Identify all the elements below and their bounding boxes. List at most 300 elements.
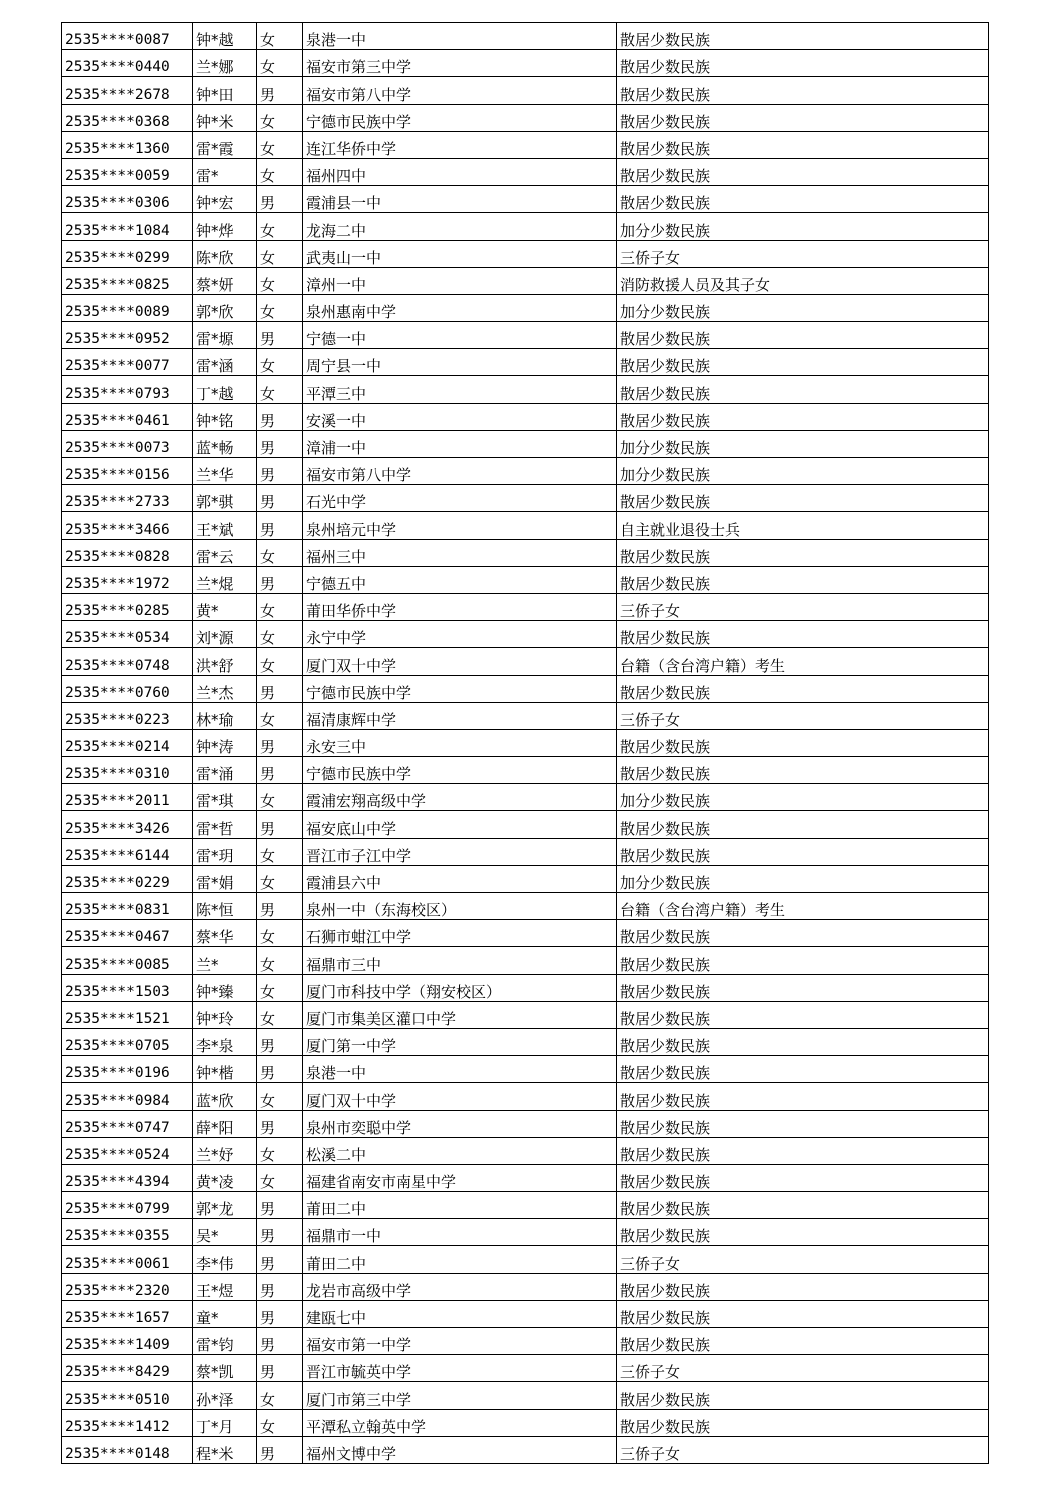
candidate-id-cell: 2535****0148 bbox=[62, 1436, 193, 1463]
school-cell: 厦门市科技中学（翔安校区） bbox=[303, 974, 617, 1001]
gender-cell: 男 bbox=[257, 1110, 303, 1137]
table-row bbox=[62, 104, 989, 131]
school-cell: 霞浦县六中 bbox=[303, 865, 617, 892]
table-row bbox=[62, 1409, 989, 1436]
candidate-id-cell: 2535****1503 bbox=[62, 974, 193, 1001]
name-cell: 兰*妤 bbox=[193, 1137, 257, 1164]
gender-cell: 男 bbox=[257, 1219, 303, 1246]
category-cell: 散居少数民族 bbox=[617, 131, 989, 158]
school-cell: 厦门双十中学 bbox=[303, 1083, 617, 1110]
name-cell: 钟*楷 bbox=[193, 1056, 257, 1083]
candidate-id-cell: 2535****2733 bbox=[62, 485, 193, 512]
candidate-id-cell: 2535****0355 bbox=[62, 1219, 193, 1246]
gender-cell: 男 bbox=[257, 430, 303, 457]
table-row bbox=[62, 702, 989, 729]
candidate-id-cell: 2535****0747 bbox=[62, 1110, 193, 1137]
name-cell: 钟*宏 bbox=[193, 186, 257, 213]
category-cell: 散居少数民族 bbox=[617, 1409, 989, 1436]
table-row bbox=[62, 648, 989, 675]
gender-cell: 男 bbox=[257, 403, 303, 430]
table-row bbox=[62, 349, 989, 376]
table-row bbox=[62, 1246, 989, 1273]
category-cell: 散居少数民族 bbox=[617, 1300, 989, 1327]
table-row bbox=[62, 1001, 989, 1028]
table-row bbox=[62, 322, 989, 349]
school-cell: 松溪二中 bbox=[303, 1137, 617, 1164]
name-cell: 雷*玥 bbox=[193, 838, 257, 865]
table-row bbox=[62, 376, 989, 403]
category-cell: 散居少数民族 bbox=[617, 757, 989, 784]
table-row bbox=[62, 1083, 989, 1110]
table-row bbox=[62, 1355, 989, 1382]
school-cell: 泉州市奕聪中学 bbox=[303, 1110, 617, 1137]
school-cell: 福建省南安市南星中学 bbox=[303, 1164, 617, 1191]
name-cell: 钟*臻 bbox=[193, 974, 257, 1001]
gender-cell: 女 bbox=[257, 23, 303, 50]
gender-cell: 女 bbox=[257, 702, 303, 729]
gender-cell: 女 bbox=[257, 349, 303, 376]
gender-cell: 男 bbox=[257, 1192, 303, 1219]
table-row bbox=[62, 539, 989, 566]
name-cell: 雷*云 bbox=[193, 539, 257, 566]
category-cell: 散居少数民族 bbox=[617, 1110, 989, 1137]
name-cell: 吴* bbox=[193, 1219, 257, 1246]
category-cell: 散居少数民族 bbox=[617, 104, 989, 131]
name-cell: 兰*焜 bbox=[193, 566, 257, 593]
table-row bbox=[62, 131, 989, 158]
gender-cell: 女 bbox=[257, 593, 303, 620]
school-cell: 漳浦一中 bbox=[303, 430, 617, 457]
gender-cell: 男 bbox=[257, 729, 303, 756]
category-cell: 三侨子女 bbox=[617, 1436, 989, 1463]
candidate-id-cell: 2535****6144 bbox=[62, 838, 193, 865]
candidate-id-cell: 2535****8429 bbox=[62, 1355, 193, 1382]
category-cell: 散居少数民族 bbox=[617, 50, 989, 77]
category-cell: 散居少数民族 bbox=[617, 1083, 989, 1110]
gender-cell: 男 bbox=[257, 1300, 303, 1327]
gender-cell: 女 bbox=[257, 1083, 303, 1110]
category-cell: 散居少数民族 bbox=[617, 158, 989, 185]
category-cell: 散居少数民族 bbox=[617, 349, 989, 376]
school-cell: 泉州惠南中学 bbox=[303, 294, 617, 321]
table-row bbox=[62, 757, 989, 784]
table-row bbox=[62, 430, 989, 457]
school-cell: 福州四中 bbox=[303, 158, 617, 185]
gender-cell: 男 bbox=[257, 322, 303, 349]
school-cell: 宁德市民族中学 bbox=[303, 675, 617, 702]
gender-cell: 男 bbox=[257, 485, 303, 512]
candidate-id-cell: 2535****0299 bbox=[62, 240, 193, 267]
table-row bbox=[62, 811, 989, 838]
candidate-id-cell: 2535****0223 bbox=[62, 702, 193, 729]
school-cell: 石光中学 bbox=[303, 485, 617, 512]
gender-cell: 女 bbox=[257, 865, 303, 892]
candidate-id-cell: 2535****0085 bbox=[62, 947, 193, 974]
category-cell: 散居少数民族 bbox=[617, 1273, 989, 1300]
category-cell: 消防救援人员及其子女 bbox=[617, 267, 989, 294]
table-row bbox=[62, 566, 989, 593]
gender-cell: 女 bbox=[257, 1137, 303, 1164]
candidate-id-cell: 2535****0059 bbox=[62, 158, 193, 185]
category-cell: 散居少数民族 bbox=[617, 23, 989, 50]
gender-cell: 男 bbox=[257, 1436, 303, 1463]
table-row bbox=[62, 1219, 989, 1246]
name-cell: 丁*月 bbox=[193, 1409, 257, 1436]
candidate-id-cell: 2535****0748 bbox=[62, 648, 193, 675]
roster-table bbox=[61, 22, 989, 1464]
gender-cell: 女 bbox=[257, 376, 303, 403]
school-cell: 永安三中 bbox=[303, 729, 617, 756]
school-cell: 晋江市毓英中学 bbox=[303, 1355, 617, 1382]
category-cell: 散居少数民族 bbox=[617, 1164, 989, 1191]
table-row bbox=[62, 675, 989, 702]
school-cell: 福清康辉中学 bbox=[303, 702, 617, 729]
school-cell: 福安市第八中学 bbox=[303, 458, 617, 485]
name-cell: 黄* bbox=[193, 593, 257, 620]
candidate-id-cell: 2535****2011 bbox=[62, 784, 193, 811]
table-row bbox=[62, 1192, 989, 1219]
name-cell: 钟*铭 bbox=[193, 403, 257, 430]
school-cell: 福鼎市三中 bbox=[303, 947, 617, 974]
name-cell: 王*斌 bbox=[193, 512, 257, 539]
school-cell: 宁德市民族中学 bbox=[303, 757, 617, 784]
candidate-id-cell: 2535****0828 bbox=[62, 539, 193, 566]
candidate-id-cell: 2535****1360 bbox=[62, 131, 193, 158]
name-cell: 刘*源 bbox=[193, 621, 257, 648]
gender-cell: 女 bbox=[257, 1164, 303, 1191]
gender-cell: 男 bbox=[257, 1355, 303, 1382]
gender-cell: 女 bbox=[257, 50, 303, 77]
gender-cell: 女 bbox=[257, 294, 303, 321]
gender-cell: 女 bbox=[257, 920, 303, 947]
category-cell: 加分少数民族 bbox=[617, 458, 989, 485]
gender-cell: 女 bbox=[257, 131, 303, 158]
candidate-id-cell: 2535****0306 bbox=[62, 186, 193, 213]
school-cell: 霞浦宏翔高级中学 bbox=[303, 784, 617, 811]
name-cell: 孙*泽 bbox=[193, 1382, 257, 1409]
table-row bbox=[62, 729, 989, 756]
name-cell: 雷*霞 bbox=[193, 131, 257, 158]
category-cell: 三侨子女 bbox=[617, 240, 989, 267]
candidate-id-cell: 2535****0156 bbox=[62, 458, 193, 485]
category-cell: 散居少数民族 bbox=[617, 838, 989, 865]
table-row bbox=[62, 1328, 989, 1355]
table-row bbox=[62, 213, 989, 240]
candidate-id-cell: 2535****0061 bbox=[62, 1246, 193, 1273]
name-cell: 郭*骐 bbox=[193, 485, 257, 512]
school-cell: 厦门市集美区灌口中学 bbox=[303, 1001, 617, 1028]
name-cell: 钟*米 bbox=[193, 104, 257, 131]
candidate-id-cell: 2535****0461 bbox=[62, 403, 193, 430]
gender-cell: 女 bbox=[257, 240, 303, 267]
table-row bbox=[62, 267, 989, 294]
table-row bbox=[62, 186, 989, 213]
school-cell: 周宁县一中 bbox=[303, 349, 617, 376]
gender-cell: 男 bbox=[257, 893, 303, 920]
category-cell: 加分少数民族 bbox=[617, 784, 989, 811]
category-cell: 三侨子女 bbox=[617, 1246, 989, 1273]
candidate-id-cell: 2535****0799 bbox=[62, 1192, 193, 1219]
name-cell: 蔡*华 bbox=[193, 920, 257, 947]
candidate-id-cell: 2535****2320 bbox=[62, 1273, 193, 1300]
category-cell: 加分少数民族 bbox=[617, 430, 989, 457]
category-cell: 散居少数民族 bbox=[617, 322, 989, 349]
category-cell: 三侨子女 bbox=[617, 702, 989, 729]
gender-cell: 女 bbox=[257, 621, 303, 648]
candidate-id-cell: 2535****2678 bbox=[62, 77, 193, 104]
name-cell: 蔡*妍 bbox=[193, 267, 257, 294]
school-cell: 莆田华侨中学 bbox=[303, 593, 617, 620]
gender-cell: 男 bbox=[257, 566, 303, 593]
category-cell: 自主就业退役士兵 bbox=[617, 512, 989, 539]
table-row bbox=[62, 158, 989, 185]
gender-cell: 女 bbox=[257, 648, 303, 675]
gender-cell: 女 bbox=[257, 947, 303, 974]
candidate-id-cell: 2535****1657 bbox=[62, 1300, 193, 1327]
name-cell: 薛*阳 bbox=[193, 1110, 257, 1137]
candidate-id-cell: 2535****0087 bbox=[62, 23, 193, 50]
table-row bbox=[62, 23, 989, 50]
gender-cell: 男 bbox=[257, 1273, 303, 1300]
table-row bbox=[62, 1273, 989, 1300]
table-row bbox=[62, 784, 989, 811]
school-cell: 平潭三中 bbox=[303, 376, 617, 403]
name-cell: 雷*涵 bbox=[193, 349, 257, 376]
category-cell: 散居少数民族 bbox=[617, 485, 989, 512]
category-cell: 加分少数民族 bbox=[617, 213, 989, 240]
candidate-id-cell: 2535****0214 bbox=[62, 729, 193, 756]
gender-cell: 女 bbox=[257, 838, 303, 865]
candidate-id-cell: 2535****3426 bbox=[62, 811, 193, 838]
gender-cell: 男 bbox=[257, 811, 303, 838]
candidate-id-cell: 2535****1412 bbox=[62, 1409, 193, 1436]
candidate-id-cell: 2535****0089 bbox=[62, 294, 193, 321]
school-cell: 宁德五中 bbox=[303, 566, 617, 593]
school-cell: 平潭私立翰英中学 bbox=[303, 1409, 617, 1436]
gender-cell: 女 bbox=[257, 974, 303, 1001]
table-row bbox=[62, 1300, 989, 1327]
category-cell: 散居少数民族 bbox=[617, 376, 989, 403]
candidate-id-cell: 2535****1972 bbox=[62, 566, 193, 593]
candidate-id-cell: 2535****0831 bbox=[62, 893, 193, 920]
table-row bbox=[62, 485, 989, 512]
name-cell: 雷*琪 bbox=[193, 784, 257, 811]
school-cell: 厦门第一中学 bbox=[303, 1028, 617, 1055]
name-cell: 雷* bbox=[193, 158, 257, 185]
candidate-id-cell: 2535****0467 bbox=[62, 920, 193, 947]
gender-cell: 女 bbox=[257, 539, 303, 566]
table-row bbox=[62, 1382, 989, 1409]
table-row bbox=[62, 865, 989, 892]
table-row bbox=[62, 512, 989, 539]
category-cell: 散居少数民族 bbox=[617, 1137, 989, 1164]
table-row bbox=[62, 947, 989, 974]
name-cell: 钟*田 bbox=[193, 77, 257, 104]
gender-cell: 男 bbox=[257, 757, 303, 784]
candidate-id-cell: 2535****4394 bbox=[62, 1164, 193, 1191]
table-row bbox=[62, 838, 989, 865]
name-cell: 雷*塬 bbox=[193, 322, 257, 349]
school-cell: 福安市第一中学 bbox=[303, 1328, 617, 1355]
gender-cell: 男 bbox=[257, 186, 303, 213]
table-row bbox=[62, 1028, 989, 1055]
category-cell: 散居少数民族 bbox=[617, 675, 989, 702]
gender-cell: 男 bbox=[257, 1028, 303, 1055]
school-cell: 厦门双十中学 bbox=[303, 648, 617, 675]
gender-cell: 男 bbox=[257, 458, 303, 485]
school-cell: 莆田二中 bbox=[303, 1192, 617, 1219]
gender-cell: 女 bbox=[257, 104, 303, 131]
school-cell: 龙岩市高级中学 bbox=[303, 1273, 617, 1300]
candidate-id-cell: 2535****1084 bbox=[62, 213, 193, 240]
category-cell: 散居少数民族 bbox=[617, 539, 989, 566]
category-cell: 台籍（含台湾户籍）考生 bbox=[617, 648, 989, 675]
candidate-id-cell: 2535****0705 bbox=[62, 1028, 193, 1055]
category-cell: 加分少数民族 bbox=[617, 865, 989, 892]
category-cell: 台籍（含台湾户籍）考生 bbox=[617, 893, 989, 920]
name-cell: 兰* bbox=[193, 947, 257, 974]
name-cell: 雷*娟 bbox=[193, 865, 257, 892]
gender-cell: 女 bbox=[257, 784, 303, 811]
name-cell: 蓝*畅 bbox=[193, 430, 257, 457]
table-row bbox=[62, 77, 989, 104]
table-row bbox=[62, 1436, 989, 1463]
candidate-id-cell: 2535****1521 bbox=[62, 1001, 193, 1028]
gender-cell: 男 bbox=[257, 1056, 303, 1083]
table-row bbox=[62, 240, 989, 267]
name-cell: 王*煜 bbox=[193, 1273, 257, 1300]
school-cell: 宁德一中 bbox=[303, 322, 617, 349]
name-cell: 蔡*凯 bbox=[193, 1355, 257, 1382]
name-cell: 钟*涛 bbox=[193, 729, 257, 756]
candidate-id-cell: 2535****0285 bbox=[62, 593, 193, 620]
name-cell: 陈*欣 bbox=[193, 240, 257, 267]
gender-cell: 女 bbox=[257, 1382, 303, 1409]
candidate-id-cell: 2535****0229 bbox=[62, 865, 193, 892]
name-cell: 蓝*欣 bbox=[193, 1083, 257, 1110]
school-cell: 莆田二中 bbox=[303, 1246, 617, 1273]
table-row bbox=[62, 294, 989, 321]
category-cell: 散居少数民族 bbox=[617, 186, 989, 213]
category-cell: 散居少数民族 bbox=[617, 1001, 989, 1028]
candidate-id-cell: 2535****0440 bbox=[62, 50, 193, 77]
category-cell: 散居少数民族 bbox=[617, 947, 989, 974]
school-cell: 龙海二中 bbox=[303, 213, 617, 240]
category-cell: 散居少数民族 bbox=[617, 811, 989, 838]
candidate-id-cell: 2535****0073 bbox=[62, 430, 193, 457]
name-cell: 兰*杰 bbox=[193, 675, 257, 702]
candidate-id-cell: 2535****0524 bbox=[62, 1137, 193, 1164]
school-cell: 泉港一中 bbox=[303, 1056, 617, 1083]
gender-cell: 男 bbox=[257, 675, 303, 702]
candidate-id-cell: 2535****0310 bbox=[62, 757, 193, 784]
gender-cell: 男 bbox=[257, 1246, 303, 1273]
school-cell: 霞浦县一中 bbox=[303, 186, 617, 213]
category-cell: 散居少数民族 bbox=[617, 1328, 989, 1355]
category-cell: 散居少数民族 bbox=[617, 974, 989, 1001]
category-cell: 散居少数民族 bbox=[617, 403, 989, 430]
school-cell: 福安市第八中学 bbox=[303, 77, 617, 104]
table-row bbox=[62, 593, 989, 620]
candidate-id-cell: 2535****3466 bbox=[62, 512, 193, 539]
name-cell: 李*伟 bbox=[193, 1246, 257, 1273]
category-cell: 散居少数民族 bbox=[617, 1219, 989, 1246]
name-cell: 雷*哲 bbox=[193, 811, 257, 838]
school-cell: 厦门市第三中学 bbox=[303, 1382, 617, 1409]
candidate-id-cell: 2535****0510 bbox=[62, 1382, 193, 1409]
name-cell: 郭*龙 bbox=[193, 1192, 257, 1219]
name-cell: 钟*越 bbox=[193, 23, 257, 50]
school-cell: 福鼎市一中 bbox=[303, 1219, 617, 1246]
name-cell: 钟*玲 bbox=[193, 1001, 257, 1028]
category-cell: 散居少数民族 bbox=[617, 621, 989, 648]
gender-cell: 女 bbox=[257, 158, 303, 185]
category-cell: 散居少数民族 bbox=[617, 1028, 989, 1055]
name-cell: 童* bbox=[193, 1300, 257, 1327]
category-cell: 散居少数民族 bbox=[617, 566, 989, 593]
school-cell: 福安底山中学 bbox=[303, 811, 617, 838]
candidate-id-cell: 2535****0534 bbox=[62, 621, 193, 648]
school-cell: 建瓯七中 bbox=[303, 1300, 617, 1327]
school-cell: 泉州培元中学 bbox=[303, 512, 617, 539]
table-row bbox=[62, 893, 989, 920]
name-cell: 李*泉 bbox=[193, 1028, 257, 1055]
gender-cell: 男 bbox=[257, 512, 303, 539]
table-row bbox=[62, 621, 989, 648]
table-row bbox=[62, 458, 989, 485]
name-cell: 陈*恒 bbox=[193, 893, 257, 920]
school-cell: 福安市第三中学 bbox=[303, 50, 617, 77]
category-cell: 散居少数民族 bbox=[617, 1056, 989, 1083]
table-row bbox=[62, 1056, 989, 1083]
school-cell: 福州三中 bbox=[303, 539, 617, 566]
school-cell: 安溪一中 bbox=[303, 403, 617, 430]
table-row bbox=[62, 920, 989, 947]
school-cell: 石狮市蚶江中学 bbox=[303, 920, 617, 947]
name-cell: 兰*娜 bbox=[193, 50, 257, 77]
gender-cell: 男 bbox=[257, 1328, 303, 1355]
candidate-id-cell: 2535****1409 bbox=[62, 1328, 193, 1355]
table-row bbox=[62, 1110, 989, 1137]
table-row bbox=[62, 1164, 989, 1191]
school-cell: 武夷山一中 bbox=[303, 240, 617, 267]
table-row bbox=[62, 403, 989, 430]
school-cell: 泉港一中 bbox=[303, 23, 617, 50]
category-cell: 散居少数民族 bbox=[617, 920, 989, 947]
category-cell: 散居少数民族 bbox=[617, 1382, 989, 1409]
name-cell: 钟*烨 bbox=[193, 213, 257, 240]
school-cell: 泉州一中（东海校区） bbox=[303, 893, 617, 920]
gender-cell: 女 bbox=[257, 213, 303, 240]
school-cell: 晋江市子江中学 bbox=[303, 838, 617, 865]
category-cell: 散居少数民族 bbox=[617, 1192, 989, 1219]
school-cell: 永宁中学 bbox=[303, 621, 617, 648]
candidate-id-cell: 2535****0984 bbox=[62, 1083, 193, 1110]
name-cell: 洪*舒 bbox=[193, 648, 257, 675]
gender-cell: 女 bbox=[257, 267, 303, 294]
name-cell: 雷*钧 bbox=[193, 1328, 257, 1355]
name-cell: 程*米 bbox=[193, 1436, 257, 1463]
candidate-id-cell: 2535****0368 bbox=[62, 104, 193, 131]
name-cell: 黄*凌 bbox=[193, 1164, 257, 1191]
category-cell: 散居少数民族 bbox=[617, 729, 989, 756]
candidate-id-cell: 2535****0760 bbox=[62, 675, 193, 702]
school-cell: 漳州一中 bbox=[303, 267, 617, 294]
table-row bbox=[62, 1137, 989, 1164]
candidate-id-cell: 2535****0793 bbox=[62, 376, 193, 403]
name-cell: 丁*越 bbox=[193, 376, 257, 403]
candidate-id-cell: 2535****0196 bbox=[62, 1056, 193, 1083]
